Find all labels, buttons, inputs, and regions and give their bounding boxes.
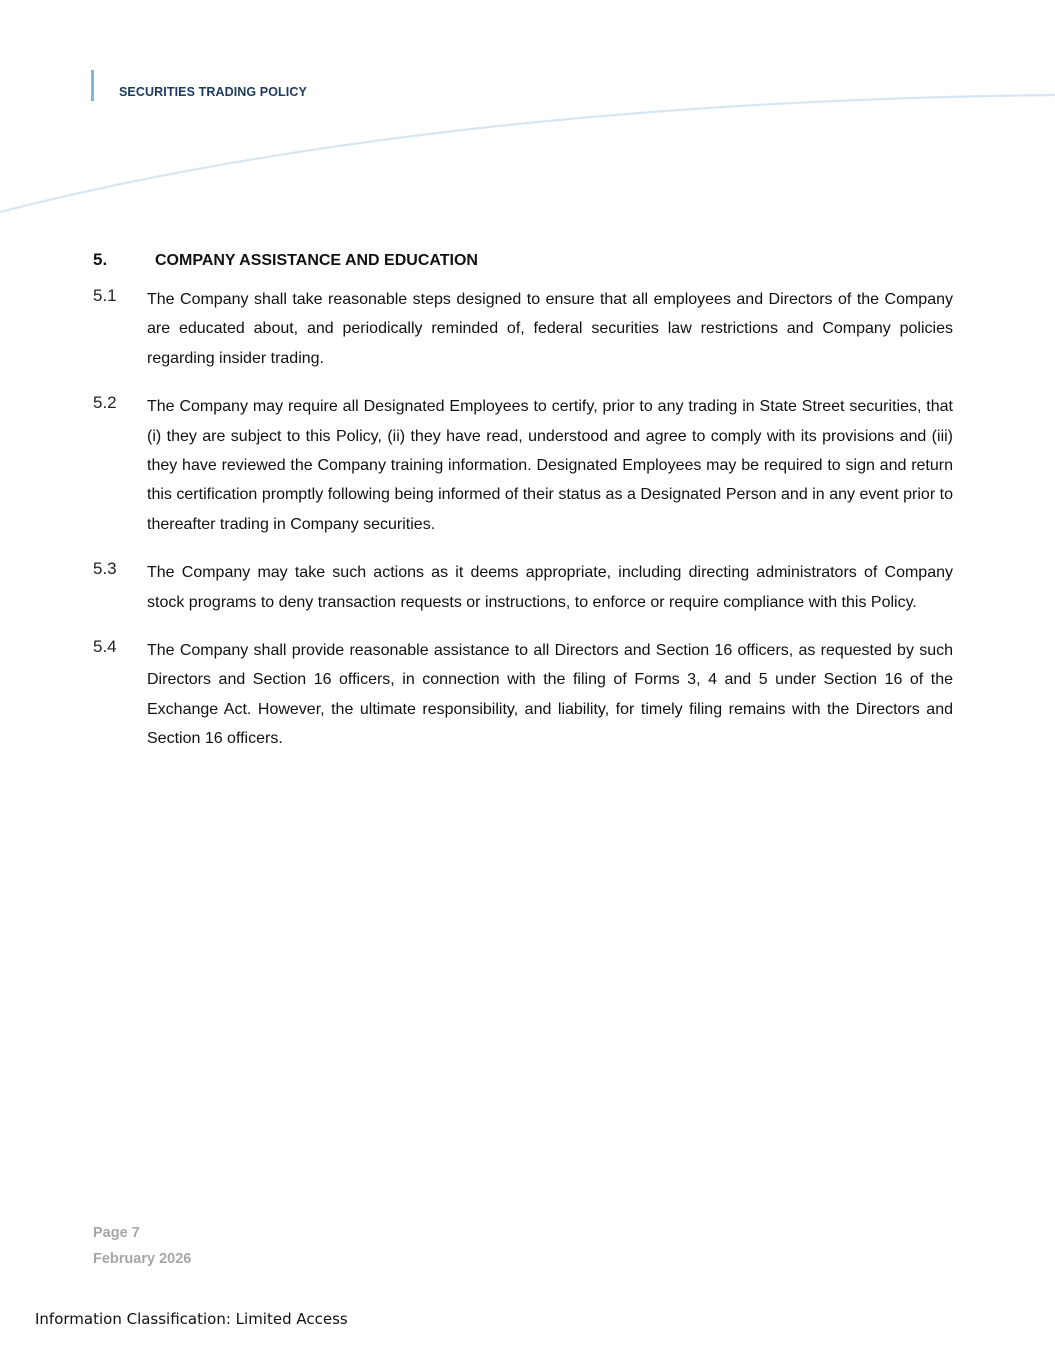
footer-date: February 2026 [93,1251,192,1267]
footer-page-number: Page 7 [93,1225,140,1241]
clause-number: 5.2 [93,393,117,413]
clause-list [93,285,953,773]
section-title: COMPANY ASSISTANCE AND EDUCATION [155,252,478,269]
clause-5-2 [93,392,953,539]
header-accent-bar [91,70,94,101]
clause-5-1 [93,285,953,373]
clause-5-4 [93,636,953,754]
section-heading [93,250,478,270]
clause-number: 5.1 [93,286,117,305]
clause-text: The Company may take such actions as it deems appropriate, including directing administrators of Company stock programs to deny transaction requests or instructions, to enforce or require compliance with this Policy. [147,564,953,611]
clause-5-3 [93,558,953,617]
information-classification: Information Classification: Limited Access [35,1310,348,1328]
document-title: SECURITIES TRADING POLICY [119,85,307,99]
clause-text: The Company shall take reasonable steps designed to ensure that all employees and Directors of the Company are educated about, and periodically reminded of, federal securities law restrictions and Company policies regarding insider trading. [147,291,953,367]
section-number: 5. [93,250,108,269]
clause-text: The Company may require all Designated Employees to certify, prior to any trading in State Street securities, that (i) they are subject to this Policy, (ii) they have read, understood and agree to comply with its provisions and (iii) they have reviewed the Company training information. Designated Employees may be required to sign and return this certification promptly following being informed of their status as a Designated Person and in any event prior to thereafter trading in Company securities. [147,398,953,533]
clause-number: 5.3 [93,559,117,579]
clause-number: 5.4 [93,637,117,657]
clause-text: The Company shall provide reasonable assistance to all Directors and Section 16 officers, as requested by such Directors and Section 16 officers, in connection with the filing of Forms 3, 4 and 5 under Section 16 of the Exchange Act. However, the ultimate responsibility, and liability, for timely filing remains with the Directors and Section 16 officers. [147,642,953,748]
header-decorative-curve [0,0,1055,230]
